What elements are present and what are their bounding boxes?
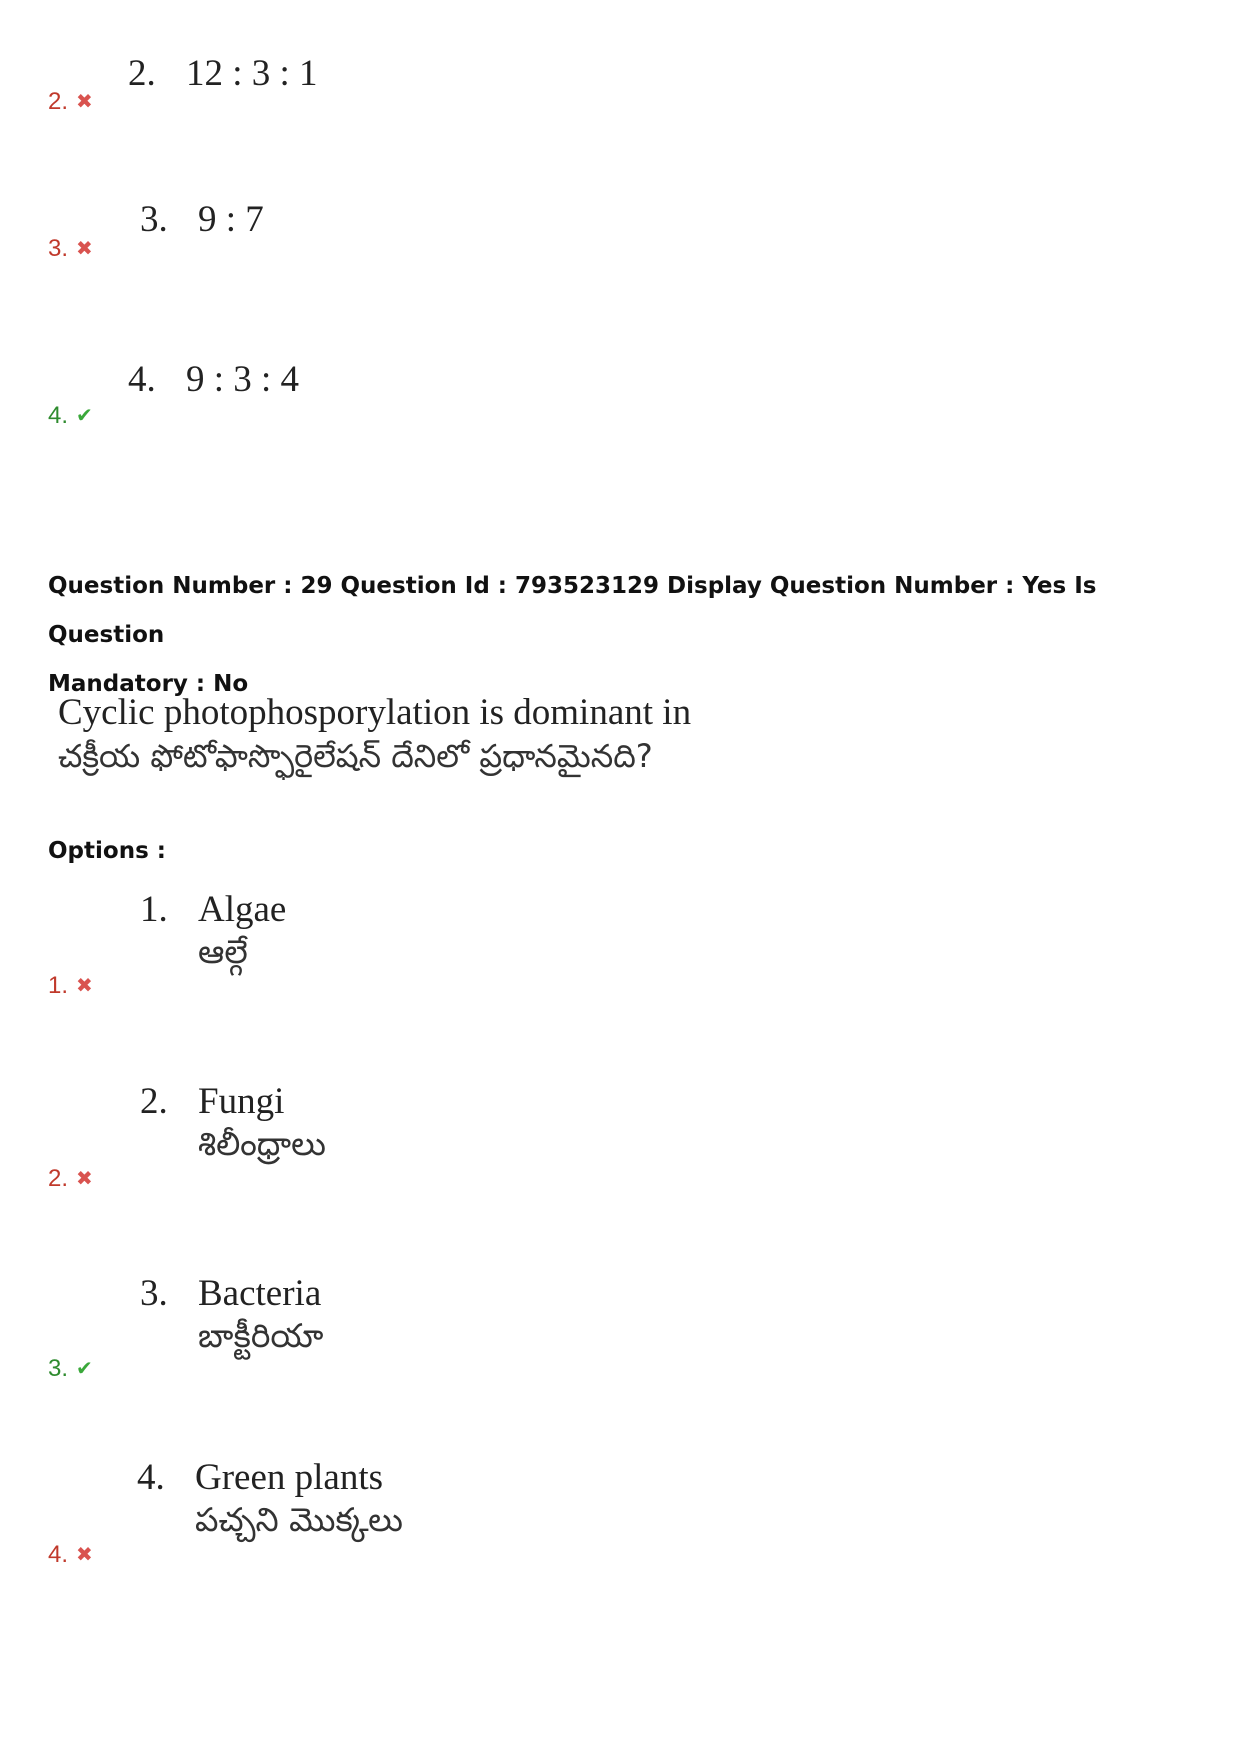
option-number: 2. [128,53,156,94]
cross-icon: ✖ [76,238,93,260]
option-telugu: బాక్టీరియా [198,1316,324,1356]
option-marker-number: 2. [48,88,69,115]
option-marker [48,90,93,114]
option-marker-number: 3. [48,235,69,262]
question-meta-line1: Question Number : 29 Question Id : 793523129 Display Question Number : Yes Is Question [48,573,1097,648]
option-marker [48,1167,93,1191]
option-marker [48,1543,93,1567]
question-english: Cyclic photophosporylation is dominant in [58,692,692,733]
option-english: Fungi [198,1081,285,1122]
option-marker-number: 3. [48,1355,69,1382]
option-content [140,1080,326,1164]
option-english: Green plants [195,1457,384,1498]
options-label: Options : [48,838,166,864]
option-text: 9 : 7 [198,199,264,240]
question-telugu: చక్రీయ ఫోటోఫాస్ఫొరైలేషన్ దేనిలో ప్రధానమైనది? [58,737,653,776]
option-english: Algae [198,889,287,930]
option-content [140,198,264,242]
option-number: 3. [140,1273,168,1314]
option-marker-number: 1. [48,972,69,999]
option-marker [48,1357,93,1381]
cross-icon: ✖ [76,1544,93,1566]
option-telugu: శిలీంధ్రాలు [198,1124,326,1164]
option-number: 4. [137,1457,165,1498]
option-marker [48,404,93,428]
question-meta [48,562,1198,709]
option-telugu: పచ్చని మొక్కలు [195,1500,403,1540]
option-number: 1. [140,889,168,930]
option-content [137,1456,403,1540]
question-text [58,690,691,776]
option-marker-number: 2. [48,1165,69,1192]
check-icon: ✔ [76,405,93,427]
check-icon: ✔ [76,1358,93,1380]
option-text: 12 : 3 : 1 [186,53,318,94]
option-telugu: ఆల్గే [198,932,248,972]
option-marker [48,974,93,998]
option-text: 9 : 3 : 4 [186,359,300,400]
option-content [140,1272,323,1356]
option-number: 4. [128,359,156,400]
option-marker [48,237,93,261]
cross-icon: ✖ [76,1168,93,1190]
option-content [128,52,318,96]
question-meta-line2: Mandatory : No [48,671,249,697]
option-number: 2. [140,1081,168,1122]
option-content [140,888,286,972]
option-content [128,358,299,402]
option-marker-number: 4. [48,402,69,429]
cross-icon: ✖ [76,975,93,997]
option-marker-number: 4. [48,1541,69,1568]
option-number: 3. [140,199,168,240]
option-english: Bacteria [198,1273,322,1314]
cross-icon: ✖ [76,91,93,113]
